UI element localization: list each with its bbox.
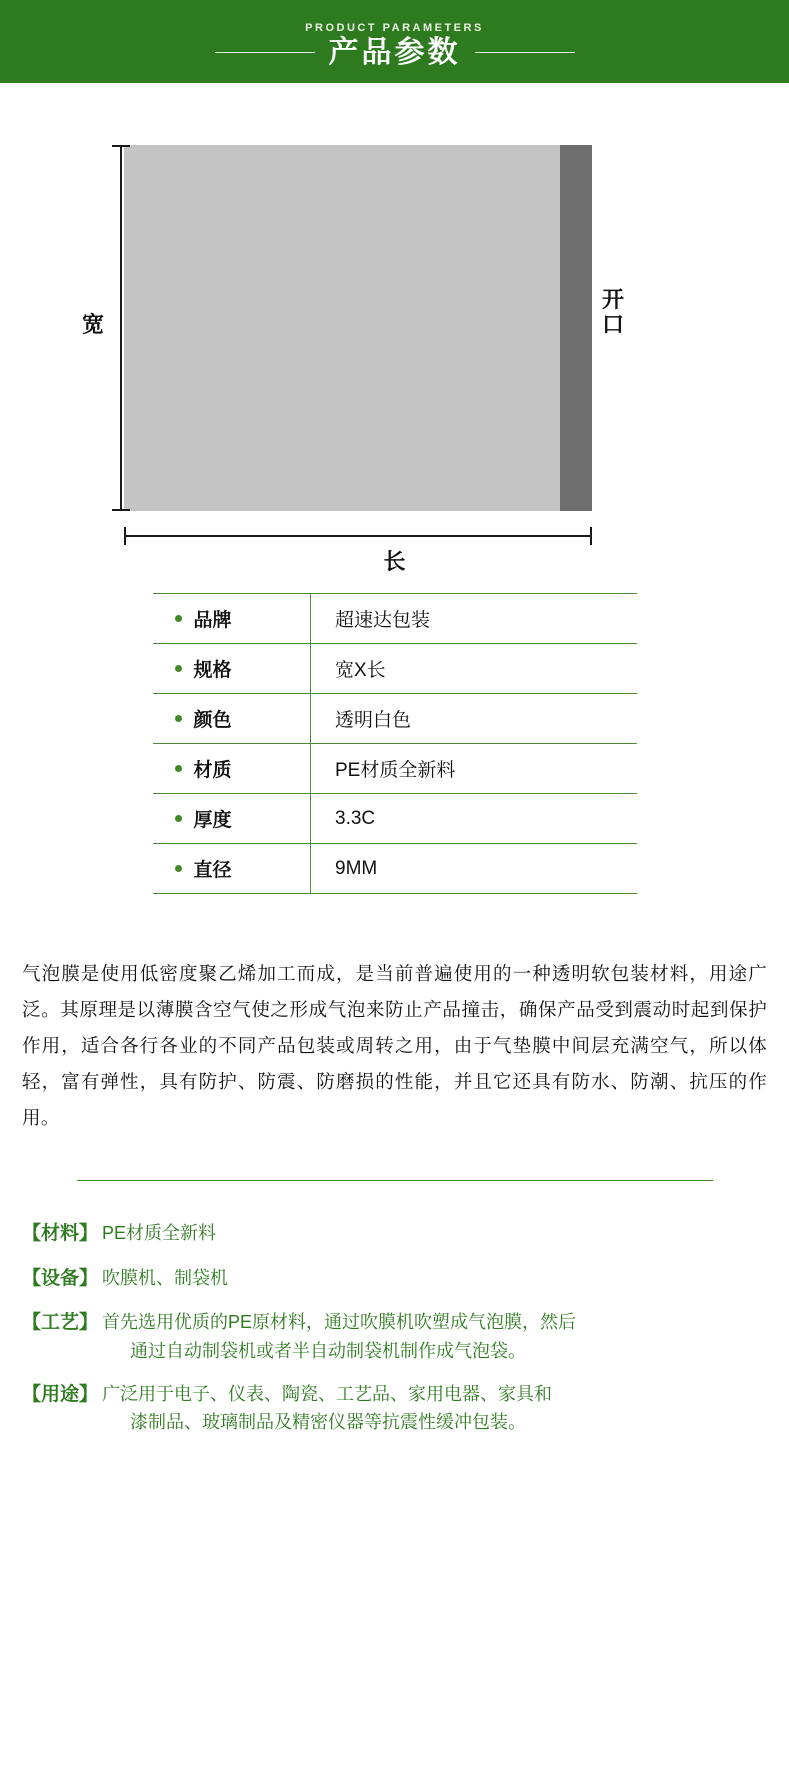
spec-key-cell (153, 594, 311, 644)
width-dimension-cap-top (112, 145, 130, 147)
list-item (22, 1380, 789, 1438)
spec-value-cell: PE材质全新料 (311, 744, 637, 794)
spec-value-cell: 9MM (311, 844, 637, 894)
table-row (153, 644, 637, 694)
length-dimension-cap-left (124, 527, 126, 545)
detail-text-line1: 首先选用优质的PE原材料，通过吹膜机吹塑成气泡膜，然后 (102, 1312, 577, 1333)
detail-label: 【设备】 (22, 1267, 99, 1289)
length-dimension-cap-right (590, 527, 592, 545)
table-row (153, 594, 637, 644)
spec-value-cell: 超速达包装 (311, 594, 637, 644)
bullet-dot-icon (175, 815, 182, 822)
length-label: 长 (383, 549, 406, 574)
list-item (22, 1308, 789, 1366)
bullet-dot-icon (175, 865, 182, 872)
opening-label: 开口 (601, 287, 624, 338)
spec-key-label: 品牌 (193, 610, 232, 631)
product-diagram (0, 145, 789, 575)
list-item (22, 1219, 789, 1249)
bullet-dot-icon (175, 665, 182, 672)
detail-text-line1: 广泛用于电子、仪表、陶瓷、工艺品、家用电器、家具和 (102, 1383, 553, 1404)
spec-key-label: 材质 (193, 760, 232, 781)
detail-text: PE材质全新料 (102, 1223, 217, 1244)
bag-illustration (124, 145, 592, 511)
spec-key-cell (153, 644, 311, 694)
width-dimension-line (120, 145, 122, 511)
table-row (153, 694, 637, 744)
width-label: 宽 (82, 312, 105, 337)
detail-text (98, 1308, 576, 1366)
detail-text: 吹膜机、制袋机 (102, 1267, 229, 1288)
spec-value-cell: 透明白色 (311, 694, 637, 744)
detail-label: 【用途】 (22, 1383, 99, 1405)
spec-key-cell (153, 694, 311, 744)
bullet-dot-icon (175, 615, 182, 622)
spec-key-label: 颜色 (193, 710, 232, 731)
spec-key-label: 直径 (193, 860, 232, 881)
banner-rule-right (475, 52, 575, 53)
bag-opening-strip (560, 145, 592, 511)
spec-key-cell (153, 794, 311, 844)
detail-list (22, 1219, 789, 1437)
spec-key-cell (153, 744, 311, 794)
spec-key-label: 规格 (193, 660, 232, 681)
spec-value-cell: 3.3C (311, 794, 637, 844)
list-item (22, 1264, 789, 1294)
specification-table (153, 593, 637, 894)
spec-value-cell: 宽X长 (311, 644, 637, 694)
banner-rule-left (215, 52, 315, 53)
spec-key-label: 厚度 (193, 810, 232, 831)
banner-title-row (0, 35, 789, 69)
banner-subtitle: PRODUCT PARAMETERS (305, 21, 484, 34)
detail-text-line2: 通过自动制袋机或者半自动制袋机制作成气泡袋。 (130, 1340, 527, 1361)
detail-label: 【工艺】 (22, 1312, 99, 1334)
page-banner (0, 0, 789, 83)
table-row (153, 794, 637, 844)
width-dimension-cap-bottom (112, 509, 130, 511)
spec-key-cell (153, 844, 311, 894)
bullet-dot-icon (175, 715, 182, 722)
table-row (153, 744, 637, 794)
table-row (153, 844, 637, 894)
detail-text (98, 1380, 552, 1438)
length-dimension-line (124, 535, 592, 537)
section-divider (77, 1180, 713, 1181)
detail-text-line2: 漆制品、玻璃制品及精密仪器等抗震性缓冲包装。 (130, 1412, 527, 1433)
detail-label: 【材料】 (22, 1223, 99, 1245)
page-title: 产品参数 (328, 35, 461, 69)
product-description: 气泡膜是使用低密度聚乙烯加工而成，是当前普遍使用的一种透明软包装材料，用途广泛。其原理是以薄膜含空气使之形成气泡来防止产品撞击，确保产品受到震动时起到保护作用，适合各行各业的不同产品包装或周转之用，由于气垫膜中间层充满空气，所以体轻，富有弹性，具有防护、防震、防磨损的性能，并且它还具有防水、防潮、抗压的作用。 (22, 963, 767, 1129)
bullet-dot-icon (175, 765, 182, 772)
